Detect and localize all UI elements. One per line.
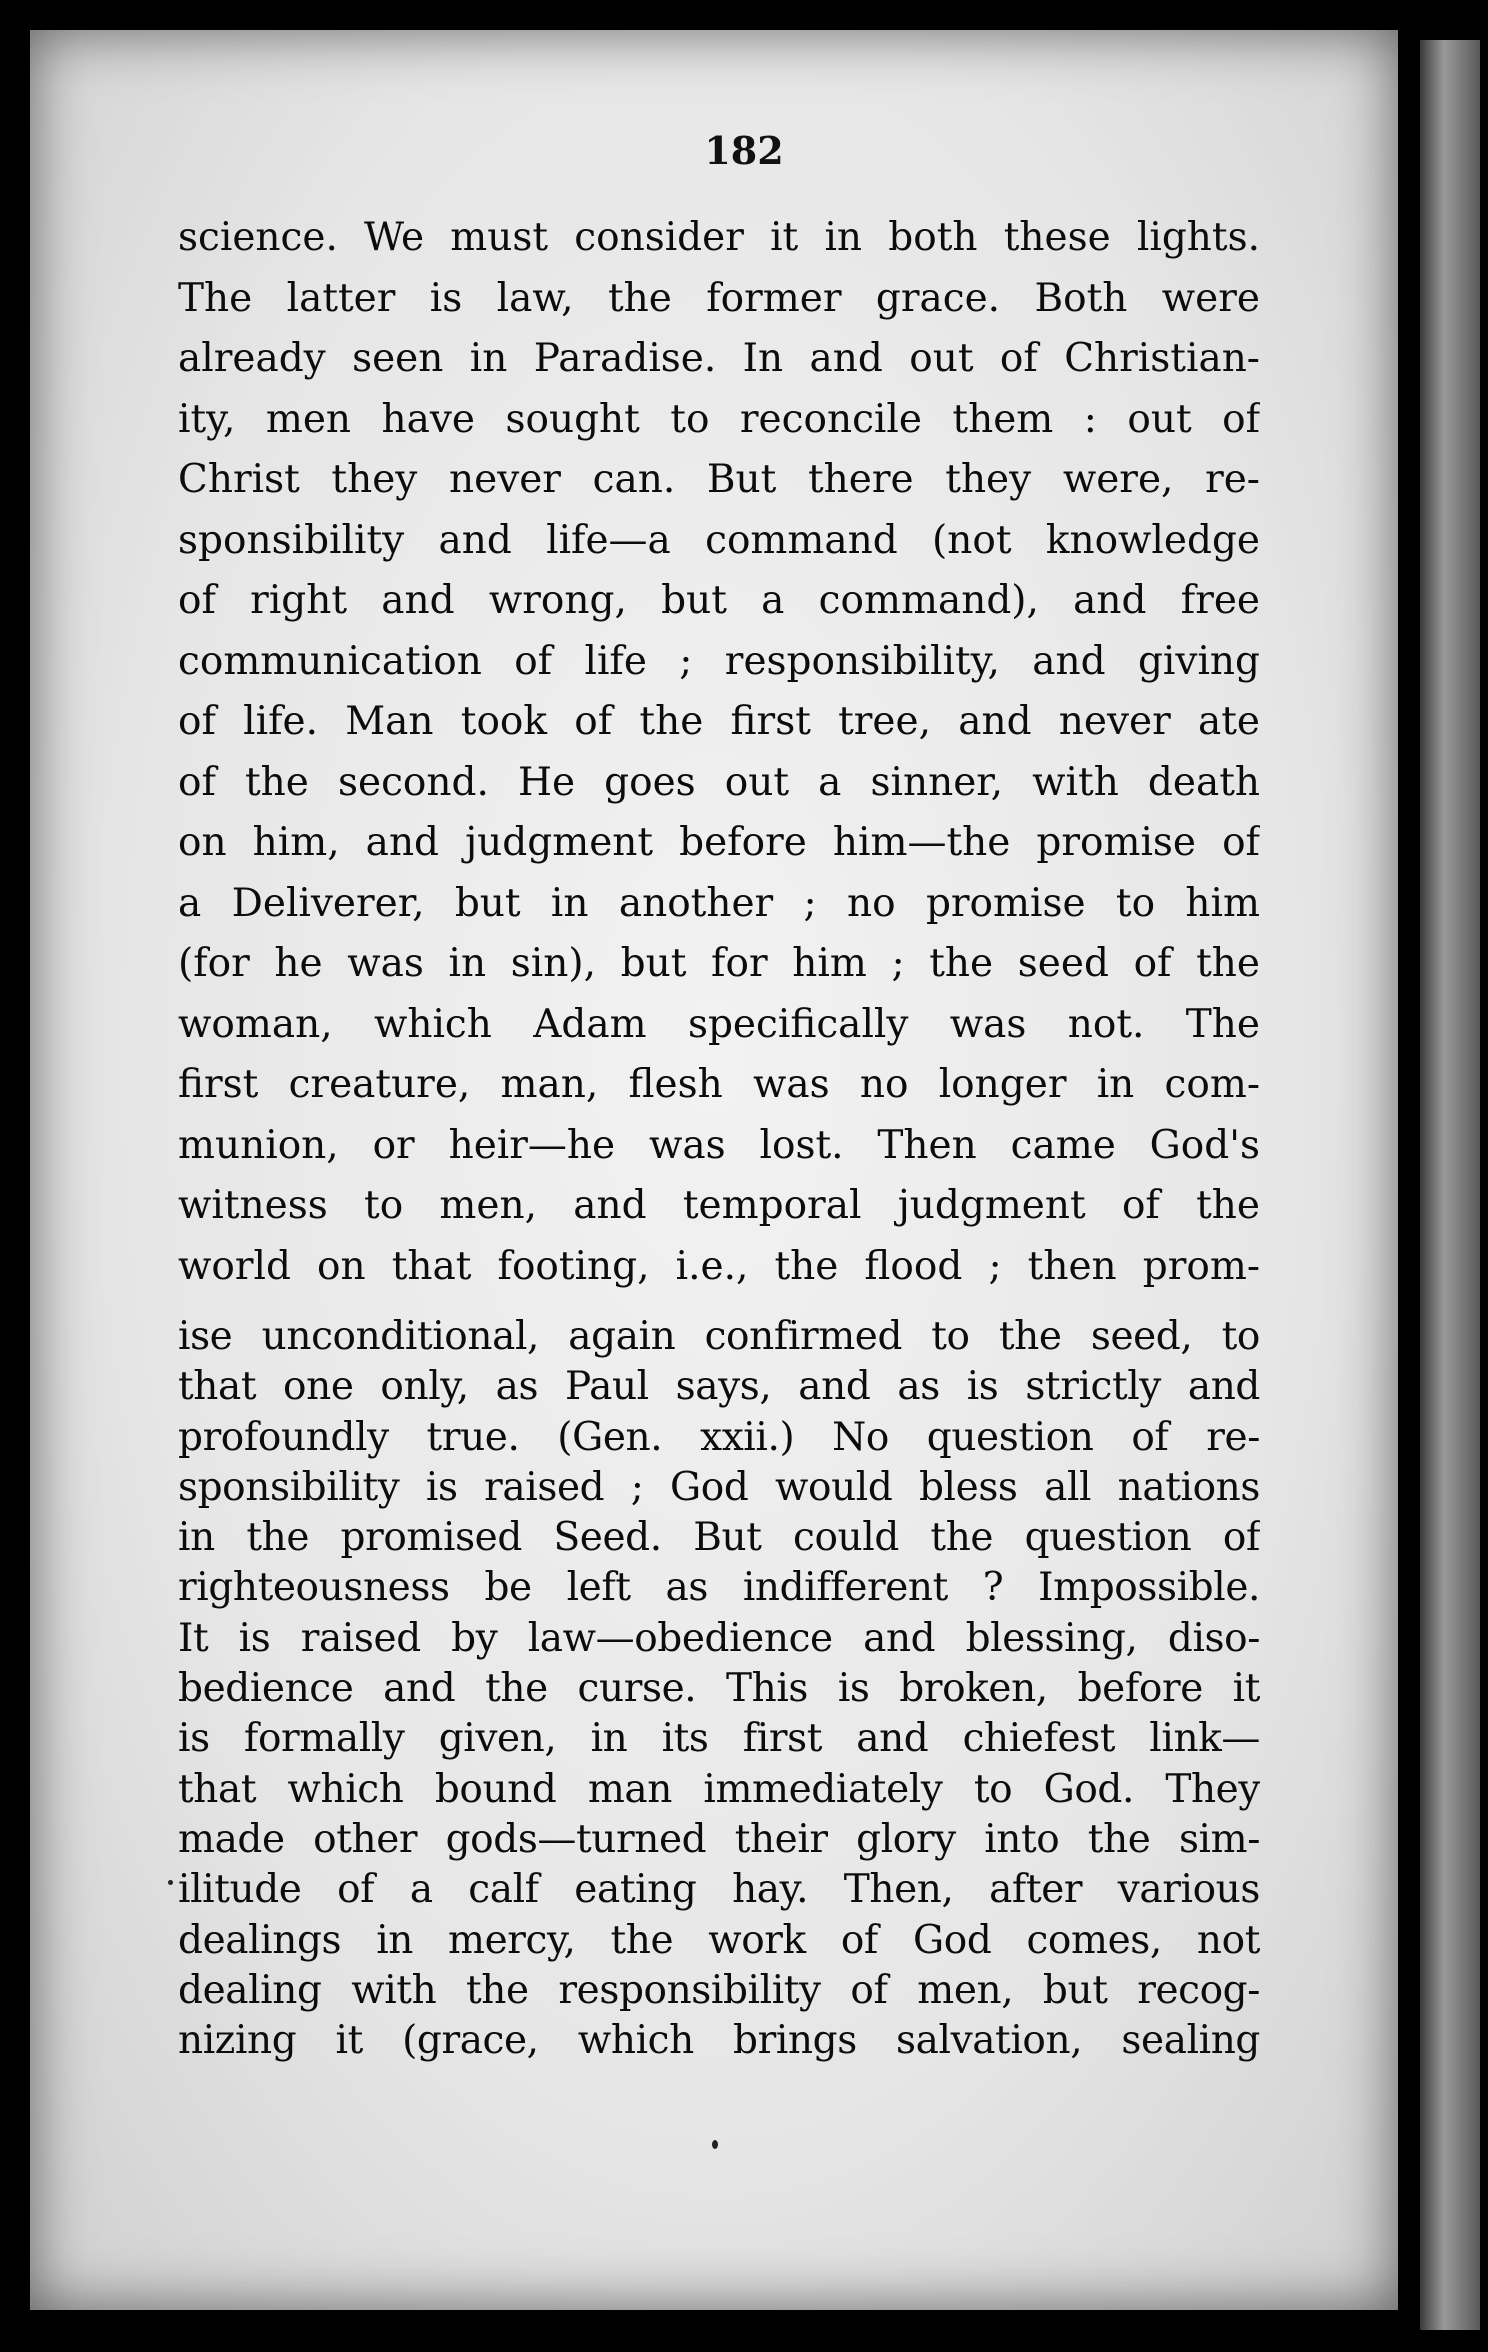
dust-speck	[712, 2140, 718, 2149]
text-line: profoundly true. (Gen. xxii.) No question of re-	[178, 1414, 1260, 1460]
text-line: woman, which Adam specifically was not. The	[178, 1001, 1260, 1047]
text-line: dealings in mercy, the work of God comes, not	[178, 1917, 1260, 1963]
text-line: communication of life ; responsibility, and giving	[178, 638, 1260, 684]
text-line: munion, or heir—he was lost. Then came God's	[178, 1122, 1260, 1168]
body-text-upper	[178, 208, 1260, 1297]
text-line: righteousness be left as indifferent ? Impossible.	[178, 1565, 1260, 1611]
text-line: bedience and the curse. This is broken, before it	[178, 1666, 1260, 1712]
text-line: Christ they never can. But there they were, re-	[178, 457, 1260, 502]
text-line: made other gods—turned their glory into the sim-	[178, 1816, 1260, 1862]
dust-speck	[168, 1880, 173, 1885]
text-line: first creature, man, flesh was no longer in com-	[178, 1062, 1260, 1107]
text-line: witness to men, and temporal judgment of the	[178, 1183, 1260, 1228]
text-line: of life. Man took of the first tree, and never ate	[178, 699, 1260, 744]
text-line: of the second. He goes out a sinner, with death	[178, 759, 1260, 805]
text-line: a Deliverer, but in another ; no promise to him	[178, 880, 1260, 926]
page-number: 182	[704, 128, 784, 173]
text-line: is formally given, in its first and chiefest link—	[178, 1716, 1260, 1762]
text-line: science. We must consider it in both these lights.	[178, 215, 1260, 260]
text-line: ity, men have sought to reconcile them : out of	[178, 396, 1260, 442]
text-line: sponsibility and life—a command (not knowledge	[178, 517, 1260, 563]
text-line: ise unconditional, again confirmed to the seed, to	[178, 1314, 1260, 1359]
text-line: on him, and judgment before him—the promise of	[178, 820, 1260, 865]
text-line: ilitude of a calf eating hay. Then, after various	[178, 1867, 1260, 1913]
text-line: (for he was in sin), but for him ; the seed of the	[178, 941, 1260, 986]
text-line: world on that footing, i.e., the flood ; then prom-	[178, 1243, 1260, 1289]
text-line: that which bound man immediately to God. They	[178, 1766, 1260, 1812]
adjacent-page-edge	[1420, 40, 1480, 2330]
text-line: nizing it (grace, which brings salvation, sealing	[178, 2018, 1260, 2064]
text-line: already seen in Paradise. In and out of Christian-	[178, 336, 1260, 381]
text-line: It is raised by law—obedience and blessing, diso-	[178, 1615, 1260, 1661]
text-line: that one only, as Paul says, and as is strictly and	[178, 1364, 1260, 1410]
text-line: The latter is law, the former grace. Both were	[178, 275, 1260, 321]
text-line: dealing with the responsibility of men, but recog-	[178, 1967, 1260, 2013]
text-line: of right and wrong, but a command), and free	[178, 578, 1260, 623]
text-line: sponsibility is raised ; God would bless all nations	[178, 1464, 1260, 1510]
body-text-lower	[178, 1312, 1260, 2066]
text-line: in the promised Seed. But could the question of	[178, 1515, 1260, 1561]
